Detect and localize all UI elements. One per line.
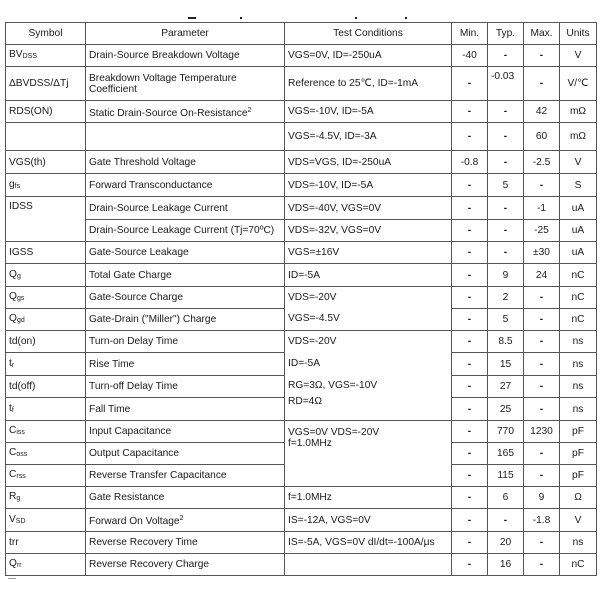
parameter-cell: Static Drain-Source On-Resistance$^2$ [86, 101, 285, 123]
parameter-cell: Fall Time [86, 398, 285, 421]
max-cell: - [524, 376, 560, 398]
min-cell: - [452, 532, 488, 554]
conditions-cell: VGS=±16V [285, 242, 452, 264]
symbol-cell: $BV_{DSS}$ [6, 45, 86, 67]
min-cell: - [452, 309, 488, 331]
table-row [6, 151, 597, 174]
parameter-cell: Forward Transconductance [86, 174, 285, 197]
min-cell: - [452, 487, 488, 509]
typ-cell: 27 [488, 376, 524, 398]
header-max: Max. [524, 23, 560, 45]
units-cell: mΩ [560, 101, 597, 123]
symbol-cell: $Q_g$ [6, 264, 86, 287]
parameter-cell: Output Capacitance [86, 443, 285, 465]
max-cell: 9 [524, 487, 560, 509]
min-cell: - [452, 331, 488, 353]
header-units: Units [560, 23, 597, 45]
table-row [6, 67, 597, 101]
typ-cell: 165 [488, 443, 524, 465]
parameter-cell [86, 123, 285, 151]
units-cell: Ω [560, 487, 597, 509]
min-cell: - [452, 242, 488, 264]
max-cell: - [524, 331, 560, 353]
symbol-cell: trr [6, 532, 86, 554]
max-cell: - [524, 554, 560, 576]
symbol-cell: td(off) [6, 376, 86, 398]
max-cell: - [524, 67, 560, 101]
header-typ: Typ. [488, 23, 524, 45]
clipped-heading-fragment [0, 17, 600, 21]
max-cell: -2.5 [524, 151, 560, 174]
typ-cell: - [488, 101, 524, 123]
table-row [6, 45, 597, 67]
max-cell: - [524, 287, 560, 309]
conditions-cell: VGS=0V, ID=-250uA [285, 45, 452, 67]
symbol-cell: $V_{SD}$ [6, 509, 86, 532]
header-parameter: Parameter [86, 23, 285, 45]
units-cell: ns [560, 331, 597, 353]
max-cell: 24 [524, 264, 560, 287]
max-cell: - [524, 398, 560, 421]
typ-cell: 16 [488, 554, 524, 576]
min-cell: - [452, 443, 488, 465]
parameter-cell: Gate-Source Leakage [86, 242, 285, 264]
units-cell: nC [560, 309, 597, 331]
typ-cell: 5 [488, 174, 524, 197]
conditions-cell [285, 554, 452, 576]
typ-cell: 25 [488, 398, 524, 421]
typ-cell: - [488, 509, 524, 532]
conditions-cell: Reference to 25℃, ID=-1mA [285, 67, 452, 101]
parameter-cell: Drain-Source Breakdown Voltage [86, 45, 285, 67]
table-row [6, 123, 597, 151]
parameter-cell: Reverse Transfer Capacitance [86, 465, 285, 487]
symbol-cell: $C_{rss}$ [6, 465, 86, 487]
max-cell: - [524, 443, 560, 465]
min-cell: - [452, 197, 488, 220]
units-cell: ns [560, 532, 597, 554]
conditions-cell: VDS=-40V, VGS=0V [285, 197, 452, 220]
units-cell: ns [560, 353, 597, 376]
symbol-cell: $t_f$ [6, 398, 86, 421]
min-cell: - [452, 465, 488, 487]
max-cell: ±30 [524, 242, 560, 264]
table-row [6, 264, 597, 287]
symbol-cell: $t_r$ [6, 353, 86, 376]
table-row [6, 101, 597, 123]
units-cell: nC [560, 264, 597, 287]
max-cell: - [524, 532, 560, 554]
units-cell: S [560, 174, 597, 197]
parameter-cell: Reverse Recovery Time [86, 532, 285, 554]
symbol-cell: $Q_{rr}$ [6, 554, 86, 576]
min-cell: - [452, 287, 488, 309]
conditions-cell: IS=-12A, VGS=0V [285, 509, 452, 532]
table-row [6, 242, 597, 264]
typ-cell: - [488, 242, 524, 264]
table-row [6, 532, 597, 554]
symbol-cell: $C_{oss}$ [6, 443, 86, 465]
units-cell: uA [560, 242, 597, 264]
symbol-cell: $g_{fs}$ [6, 174, 86, 197]
typ-cell: - [488, 123, 524, 151]
table-row [6, 509, 597, 532]
max-cell: - [524, 465, 560, 487]
max-cell: 60 [524, 123, 560, 151]
typ-cell: 20 [488, 532, 524, 554]
table-row [6, 287, 597, 309]
clipped-footnote-fragment [8, 578, 16, 579]
min-cell: - [452, 101, 488, 123]
min-cell: - [452, 398, 488, 421]
min-cell: - [452, 67, 488, 101]
conditions-cell: VGS=-10V, ID=-5A [285, 101, 452, 123]
min-cell: - [452, 554, 488, 576]
parameter-cell: Gate-Source Charge [86, 287, 285, 309]
units-cell: V [560, 509, 597, 532]
parameter-cell: Total Gate Charge [86, 264, 285, 287]
typ-cell: 9 [488, 264, 524, 287]
electrical-characteristics-table [5, 22, 597, 576]
max-cell: - [524, 309, 560, 331]
table-row [6, 197, 597, 220]
units-cell: mΩ [560, 123, 597, 151]
parameter-cell: Turn-off Delay Time [86, 376, 285, 398]
typ-cell: 8.5 [488, 331, 524, 353]
symbol-cell: $Q_{gs}$ [6, 287, 86, 309]
table-row [6, 487, 597, 509]
typ-cell: 6 [488, 487, 524, 509]
min-cell: - [452, 421, 488, 443]
header-symbol: Symbol [6, 23, 86, 45]
typ-cell: - [488, 197, 524, 220]
header-test-conditions: Test Conditions [285, 23, 452, 45]
units-cell: pF [560, 443, 597, 465]
units-cell: V/℃ [560, 67, 597, 101]
conditions-cell: VDS=-20V ID=-5A RG=3Ω, VGS=-10V RD=4Ω [285, 331, 452, 421]
units-cell: ns [560, 398, 597, 421]
max-cell: -1.8 [524, 509, 560, 532]
min-cell: - [452, 174, 488, 197]
symbol-cell: IDSS [6, 197, 86, 242]
min-cell: - [452, 123, 488, 151]
min-cell: - [452, 220, 488, 242]
typ-cell: -0.03 [488, 67, 524, 101]
parameter-cell: Gate Threshold Voltage [86, 151, 285, 174]
symbol-cell: $Q_{gd}$ [6, 309, 86, 331]
symbol-cell: $C_{iss}$ [6, 421, 86, 443]
min-cell: - [452, 376, 488, 398]
min-cell: - [452, 509, 488, 532]
symbol-cell: RDS(ON) [6, 101, 86, 123]
max-cell: - [524, 353, 560, 376]
conditions-cell: VDS=-32V, VGS=0V [285, 220, 452, 242]
max-cell: -1 [524, 197, 560, 220]
symbol-cell: VGS(th) [6, 151, 86, 174]
parameter-cell: Reverse Recovery Charge [86, 554, 285, 576]
typ-cell: - [488, 220, 524, 242]
units-cell: V [560, 45, 597, 67]
max-cell: 42 [524, 101, 560, 123]
parameter-cell: Gate Resistance [86, 487, 285, 509]
parameter-cell: Gate-Drain ("Miller") Charge [86, 309, 285, 331]
conditions-cell: VGS=0V VDS=-20V f=1.0MHz [285, 421, 452, 487]
max-cell: - [524, 174, 560, 197]
units-cell: pF [560, 421, 597, 443]
typ-cell: 5 [488, 309, 524, 331]
max-cell: - [524, 45, 560, 67]
units-cell: nC [560, 287, 597, 309]
parameter-cell: Breakdown Voltage Temperature Coefficient [86, 67, 285, 101]
parameter-cell: Forward On Voltage$^2$ [86, 509, 285, 532]
units-cell: pF [560, 465, 597, 487]
max-cell: -25 [524, 220, 560, 242]
table-row [6, 421, 597, 443]
table-row [6, 331, 597, 353]
conditions-cell: VGS=-4.5V, ID=-3A [285, 123, 452, 151]
parameter-cell: Turn-on Delay Time [86, 331, 285, 353]
min-cell: -40 [452, 45, 488, 67]
typ-cell: - [488, 45, 524, 67]
typ-cell: 115 [488, 465, 524, 487]
conditions-cell: ID=-5A [285, 264, 452, 287]
conditions-cell: VDS=-20V VGS=-4.5V [285, 287, 452, 331]
conditions-cell: VDS=-10V, ID=-5A [285, 174, 452, 197]
header-row [6, 23, 597, 45]
table-row [6, 220, 597, 242]
header-min: Min. [452, 23, 488, 45]
symbol-cell: IGSS [6, 242, 86, 264]
symbol-cell: td(on) [6, 331, 86, 353]
parameter-cell: Drain-Source Leakage Current [86, 197, 285, 220]
conditions-cell: f=1.0MHz [285, 487, 452, 509]
units-cell: nC [560, 554, 597, 576]
typ-cell: 2 [488, 287, 524, 309]
symbol-cell: ΔBVDSS/ΔTj [6, 67, 86, 101]
symbol-cell [6, 123, 86, 151]
typ-cell: 15 [488, 353, 524, 376]
parameter-cell: Drain-Source Leakage Current (Tj=70ºC) [86, 220, 285, 242]
conditions-cell: VDS=VGS, ID=-250uA [285, 151, 452, 174]
table-row [6, 174, 597, 197]
table-row [6, 554, 597, 576]
symbol-cell: $R_g$ [6, 487, 86, 509]
units-cell: uA [560, 197, 597, 220]
units-cell: uA [560, 220, 597, 242]
parameter-cell: Input Capacitance [86, 421, 285, 443]
max-cell: 1230 [524, 421, 560, 443]
units-cell: V [560, 151, 597, 174]
typ-cell: 770 [488, 421, 524, 443]
conditions-cell: IS=-5A, VGS=0V dI/dt=-100A/μs [285, 532, 452, 554]
typ-cell: - [488, 151, 524, 174]
min-cell: - [452, 353, 488, 376]
min-cell: -0.8 [452, 151, 488, 174]
min-cell: - [452, 264, 488, 287]
parameter-cell: Rise Time [86, 353, 285, 376]
units-cell: ns [560, 376, 597, 398]
